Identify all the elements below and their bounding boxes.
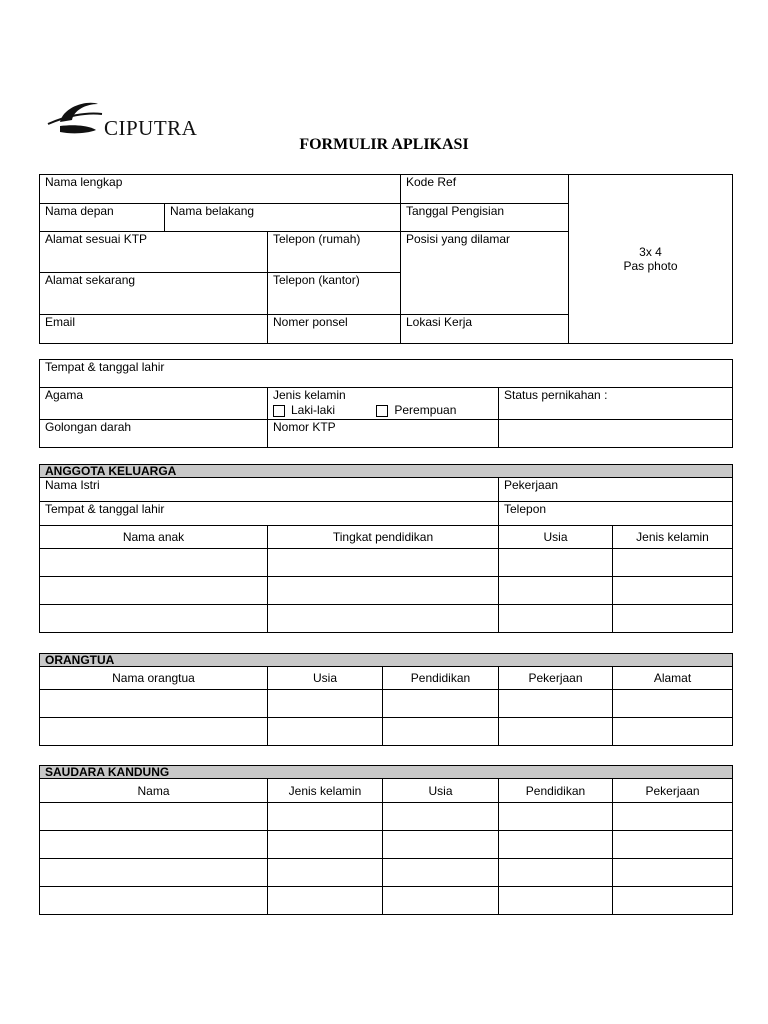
nomer-ponsel-field[interactable]: Nomer ponsel [268,315,401,344]
table-cell[interactable] [613,831,733,859]
table-cell[interactable] [499,803,613,831]
table-row [40,690,733,718]
table-row [40,831,733,859]
nama-depan-field[interactable]: Nama depan [40,204,165,232]
email-field[interactable]: Email [40,315,268,344]
table-cell[interactable] [499,549,613,577]
table-cell[interactable] [40,803,268,831]
bio-table [39,359,733,448]
table-cell[interactable] [613,887,733,915]
column-header: Pekerjaan [613,779,733,803]
alamat-sekarang-field[interactable]: Alamat sekarang [40,273,268,315]
table-cell[interactable] [613,718,733,746]
column-header: Tingkat pendidikan [268,526,499,549]
telepon-kantor-field[interactable]: Telepon (kantor) [268,273,401,315]
table-cell[interactable] [499,718,613,746]
table-cell[interactable] [40,831,268,859]
column-header: Jenis kelamin [613,526,733,549]
column-header: Nama anak [40,526,268,549]
table-cell[interactable] [383,887,499,915]
laki-laki-label: Laki-laki [291,403,336,417]
tempat-tanggal-lahir-field[interactable]: Tempat & tanggal lahir [40,360,733,388]
table-row [40,577,733,605]
table-cell[interactable] [383,831,499,859]
table-cell[interactable] [40,549,268,577]
table-cell[interactable] [613,605,733,633]
tempat-tanggal-lahir-field[interactable]: Tempat & tanggal lahir [40,502,499,526]
column-header: Usia [268,667,383,690]
perempuan-checkbox[interactable] [376,405,388,417]
nomor-ktp-field[interactable]: Nomor KTP [268,420,499,448]
column-header: Usia [499,526,613,549]
section-header: SAUDARA KANDUNG [40,766,733,779]
table-cell[interactable] [613,577,733,605]
table-cell[interactable] [613,803,733,831]
table-cell[interactable] [499,690,613,718]
status-pernikahan-field[interactable]: Status pernikahan : [499,388,733,420]
table-cell[interactable] [268,887,383,915]
table-row [40,859,733,887]
column-header: Jenis kelamin [268,779,383,803]
column-header: Nama orangtua [40,667,268,690]
nama-lengkap-field[interactable]: Nama lengkap [40,175,401,204]
orangtua-table [39,653,733,746]
table-cell[interactable] [613,690,733,718]
laki-laki-checkbox[interactable] [273,405,285,417]
kode-ref-field[interactable]: Kode Ref [401,175,569,204]
jenis-kelamin-field: Jenis kelamin Laki-laki Perempuan [268,388,499,420]
section-header: ANGGOTA KELUARGA [40,465,733,478]
column-header: Nama [40,779,268,803]
section-header: ORANGTUA [40,654,733,667]
pas-photo-box[interactable]: 3x 4 Pas photo [569,175,733,344]
alamat-ktp-field[interactable]: Alamat sesuai KTP [40,232,268,273]
table-cell[interactable] [268,718,383,746]
logo-text: CIPUTRA [104,116,198,140]
column-header: Pendidikan [499,779,613,803]
golongan-darah-field[interactable]: Golongan darah [40,420,268,448]
table-cell[interactable] [40,690,268,718]
column-header: Usia [383,779,499,803]
table-row [40,549,733,577]
table-cell[interactable] [40,887,268,915]
table-cell[interactable] [613,549,733,577]
table-cell[interactable] [383,803,499,831]
lokasi-kerja-field[interactable]: Lokasi Kerja [401,315,569,344]
form-title: FORMULIR APLIKASI [299,136,469,153]
empty-cell[interactable] [499,420,733,448]
table-cell[interactable] [499,605,613,633]
table-cell[interactable] [40,859,268,887]
table-row [40,803,733,831]
table-cell[interactable] [40,718,268,746]
table-cell[interactable] [268,859,383,887]
table-cell[interactable] [40,605,268,633]
table-cell[interactable] [613,859,733,887]
column-header: Pendidikan [383,667,499,690]
anggota-keluarga-table [39,464,733,633]
telepon-rumah-field[interactable]: Telepon (rumah) [268,232,401,273]
table-cell[interactable] [40,577,268,605]
tanggal-pengisian-field[interactable]: Tanggal Pengisian [401,204,569,232]
table-cell[interactable] [383,690,499,718]
table-cell[interactable] [499,859,613,887]
agama-field[interactable]: Agama [40,388,268,420]
telepon-field[interactable]: Telepon [499,502,733,526]
table-cell[interactable] [499,887,613,915]
table-row [40,718,733,746]
table-cell[interactable] [383,718,499,746]
table-cell[interactable] [268,803,383,831]
column-header: Pekerjaan [499,667,613,690]
table-cell[interactable] [268,690,383,718]
table-cell[interactable] [268,549,499,577]
nama-belakang-field[interactable]: Nama belakang [165,204,401,232]
saudara-kandung-table [39,765,733,915]
table-cell[interactable] [268,605,499,633]
table-row [40,605,733,633]
nama-istri-field[interactable]: Nama Istri [40,478,499,502]
personal-info-table [39,174,733,344]
pekerjaan-field[interactable]: Pekerjaan [499,478,733,502]
table-cell[interactable] [383,859,499,887]
posisi-field[interactable]: Posisi yang dilamar [401,232,569,315]
column-header: Alamat [613,667,733,690]
table-cell[interactable] [499,831,613,859]
table-cell[interactable] [268,577,499,605]
table-cell[interactable] [268,831,383,859]
perempuan-label: Perempuan [394,403,457,417]
table-row [40,887,733,915]
table-cell[interactable] [499,577,613,605]
